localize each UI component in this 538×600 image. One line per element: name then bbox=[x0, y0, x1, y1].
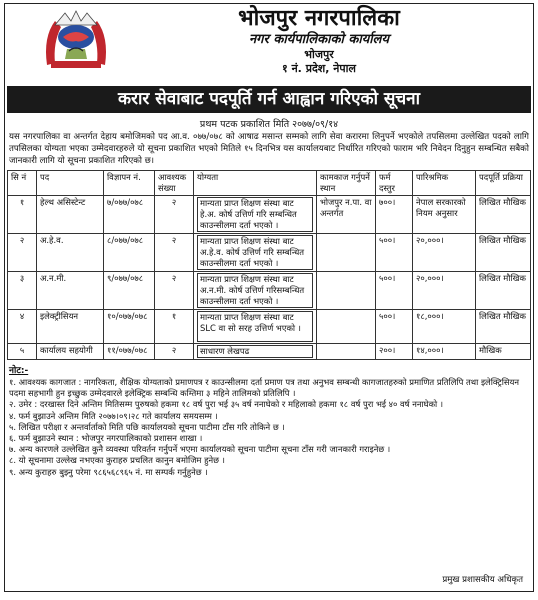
col-header-salary: पारिश्रमिक bbox=[413, 171, 476, 196]
col-header-sn: सि नं bbox=[8, 171, 37, 196]
vacancy-table bbox=[7, 170, 531, 360]
cell-adv: ११/०७७/०७८ bbox=[104, 344, 155, 360]
cell-salary: १४,०००। bbox=[413, 344, 476, 360]
col-header-place: कामकाज गर्नुपर्ने स्थान bbox=[317, 171, 376, 196]
municipality-name: भोजपुर नगरपालिका bbox=[238, 6, 400, 31]
cell-post: कार्यालय सहयोगी bbox=[37, 344, 104, 360]
cell-qualification bbox=[194, 196, 317, 234]
cell-process: लिखित मौखिक bbox=[476, 310, 531, 344]
table-row bbox=[8, 272, 531, 310]
note-item: १. आवश्यक कागजात : नागरिकता, शैक्षिक योग्यताको प्रमाणपत्र र काउन्सीलमा दर्ता प्रमाण पत्र तथा अनुभव सम्बन्धी कागजातहरुको प्रमाणित प्रतिलिपि तथा इलेक्ट्रिसियन पदमा सहभागी हुन इच्छुक उम्मेदवारले इलेक्ट्रिक सम्बन्धि कम्तिमा ३ महिने तालिमको प्रतिलिपि । bbox=[9, 377, 520, 399]
notes-title: नोट:- bbox=[9, 366, 29, 376]
cell-count: २ bbox=[155, 344, 194, 360]
cell-fee: २००। bbox=[376, 344, 413, 360]
note-item: ५. लिखित परीक्षा र अन्तर्वार्ताको मिति पछि कार्यालयको सूचना पाटीमा टाँस गरि तोकिने छ । bbox=[9, 421, 285, 432]
cell-count: १ bbox=[155, 310, 194, 344]
table-row bbox=[8, 310, 531, 344]
qualification-box: साधारण लेखपढ bbox=[197, 345, 313, 358]
cell-salary: १८,०००। bbox=[413, 310, 476, 344]
cell-post: अ.हे.व. bbox=[37, 234, 104, 272]
cell-process: लिखित मौखिक bbox=[476, 272, 531, 310]
note-item: ४. फर्म बुझाउने अन्तिम मिति २०७७।०९।२८ गते कार्यालय समयसम्म । bbox=[9, 410, 218, 421]
cell-sn: १ bbox=[8, 196, 37, 234]
cell-qualification bbox=[194, 234, 317, 272]
table-row bbox=[8, 234, 531, 272]
cell-place bbox=[317, 234, 376, 272]
note-item: ६. फर्म बुझाउने स्थान : भोजपुर नगरपालिकाको प्रशासन शाखा । bbox=[9, 433, 203, 444]
qualification-box: मान्यता प्राप्त शिक्षण संस्था बाट अ.हे.व. कोर्ष उत्तिर्ण गरि सम्बन्धित काउन्सीलमा दर्ता भएको । bbox=[197, 235, 313, 270]
cell-place bbox=[317, 272, 376, 310]
cell-place bbox=[317, 344, 376, 360]
publish-date: प्रथम पटक प्रकाशित मिति २०७७/०९/१४ bbox=[199, 119, 339, 130]
cell-adv: ७/०७७/०७८ bbox=[104, 196, 155, 234]
qualification-box: मान्यता प्राप्त शिक्षण संस्था बाट अ.न.मी. कोर्ष उत्तिर्ण गरिसम्बन्धित काउन्सीलमा दर्ता भएको । bbox=[197, 273, 313, 308]
col-header-count: आवश्यक संख्या bbox=[155, 171, 194, 196]
header bbox=[5, 4, 533, 86]
cell-adv: १०/०७७/०७८ bbox=[104, 310, 155, 344]
cell-salary: नेपाल सरकारको नियम अनुसार bbox=[413, 196, 476, 234]
table-header-row bbox=[8, 171, 531, 196]
cell-process: मौखिक bbox=[476, 344, 531, 360]
col-header-qualification: योग्यता bbox=[194, 171, 317, 196]
cell-count: २ bbox=[155, 234, 194, 272]
cell-post: इलेक्ट्रीसियन bbox=[37, 310, 104, 344]
note-item: ९. अन्य कुराहरु बुझ्नु परेमा ९८६५६८९६५ नं. मा सम्पर्क गर्नुहुनेछ । bbox=[9, 466, 208, 477]
cell-process: लिखित मौखिक bbox=[476, 234, 531, 272]
col-header-adv: विज्ञापन नं. bbox=[104, 171, 155, 196]
col-header-process: पदपूर्ति प्रक्रिया bbox=[476, 171, 531, 196]
col-header-post: पद bbox=[37, 171, 104, 196]
cell-place: भोजपुर न.पा. वा अन्तर्गत bbox=[317, 196, 376, 234]
qualification-box: मान्यता प्राप्त शिक्षण संस्था बाट हे.अ. कोर्ष उत्तिर्ण गरि सम्बन्धित काउन्सीलमा दर्ता भएको । bbox=[197, 197, 313, 232]
cell-qualification bbox=[194, 310, 317, 344]
office-name: नगर कार्यपालिकाको कार्यालय bbox=[248, 32, 390, 47]
notice-title: करार सेवाबाट पदपूर्ति गर्न आह्वान गरिएको सूचना bbox=[7, 86, 531, 113]
cell-adv: ९/०७७/०७८ bbox=[104, 272, 155, 310]
province-line: १ नं. प्रदेश, नेपाल bbox=[282, 62, 356, 75]
cell-fee: ५००। bbox=[376, 234, 413, 272]
note-item: २. उमेर : दरखास्त दिने अन्तिम मितिसम्म पुरुषको हकमा १८ वर्ष पुरा भई ३५ वर्ष ननाघेको र महिलाको हकमा १८ वर्ष पुरा भई ४० वर्ष ननाघेको । bbox=[9, 399, 444, 410]
cell-sn: ३ bbox=[8, 272, 37, 310]
cell-post: अ.न.मी. bbox=[37, 272, 104, 310]
cell-fee: ७००। bbox=[376, 196, 413, 234]
cell-adv: ८/०७७/०७८ bbox=[104, 234, 155, 272]
signer-title: प्रमुख प्रशासकीय अधिकृत bbox=[442, 575, 523, 585]
cell-count: २ bbox=[155, 196, 194, 234]
office-location: भोजपुर bbox=[304, 48, 334, 61]
cell-sn: ४ bbox=[8, 310, 37, 344]
cell-post: हेल्थ असिस्टेन्ट bbox=[37, 196, 104, 234]
note-item: ८. यो सूचनामा उल्लेख नभएका कुराहरु प्रचलित कानुन बमोजिम हुनेछ । bbox=[9, 455, 225, 466]
table-row bbox=[8, 196, 531, 234]
cell-qualification bbox=[194, 272, 317, 310]
cell-fee: ५००। bbox=[376, 310, 413, 344]
notice-page bbox=[4, 3, 534, 592]
cell-process: लिखित मौखिक bbox=[476, 196, 531, 234]
intro-paragraph: यस नगरपालिका वा अन्तर्गत देहाय बमोजिमको पद आ.व. ०७७/०७८ को आषाढ मसान्त सम्मको लागि सेवा करारमा लिनुपर्ने भएकोले तपसिलमा उल्लेखित पदको लागि तपसिलका योग्यता भएका उम्मेदवारहरुले यो सूचना प्रकाशित भएको मितिले १५ दिनभित्र यस कार्यालयबाट निर्धारित गरिएको फाराम भरि निवेदन दिनुहुन सम्बन्धित सबैको जानकारी लागि यो सूचना प्रकाशित गरिएको छ। bbox=[9, 132, 529, 166]
cell-salary: २०,०००। bbox=[413, 234, 476, 272]
cell-sn: ५ bbox=[8, 344, 37, 360]
col-header-fee: फर्म दस्तुर bbox=[376, 171, 413, 196]
cell-fee: ५००। bbox=[376, 272, 413, 310]
notes-list bbox=[5, 377, 533, 478]
cell-place bbox=[317, 310, 376, 344]
qualification-box: मान्यता प्राप्त शिक्षण संस्था बाट SLC वा सो सरह उत्तिर्ण भएको । bbox=[197, 311, 313, 342]
note-item: ७. अन्य कारणले उल्लेखित कुनै व्यवस्था परिवर्तन गर्नुपर्ने भएमा कार्यालयको सूचना पाटीमा सूचना टाँस गरी जानकारी गराइनेछ । bbox=[9, 444, 391, 455]
nepal-emblem-logo bbox=[41, 7, 111, 71]
table-row bbox=[8, 344, 531, 360]
cell-count: २ bbox=[155, 272, 194, 310]
cell-qualification bbox=[194, 344, 317, 360]
cell-salary: २०,०००। bbox=[413, 272, 476, 310]
cell-sn: २ bbox=[8, 234, 37, 272]
